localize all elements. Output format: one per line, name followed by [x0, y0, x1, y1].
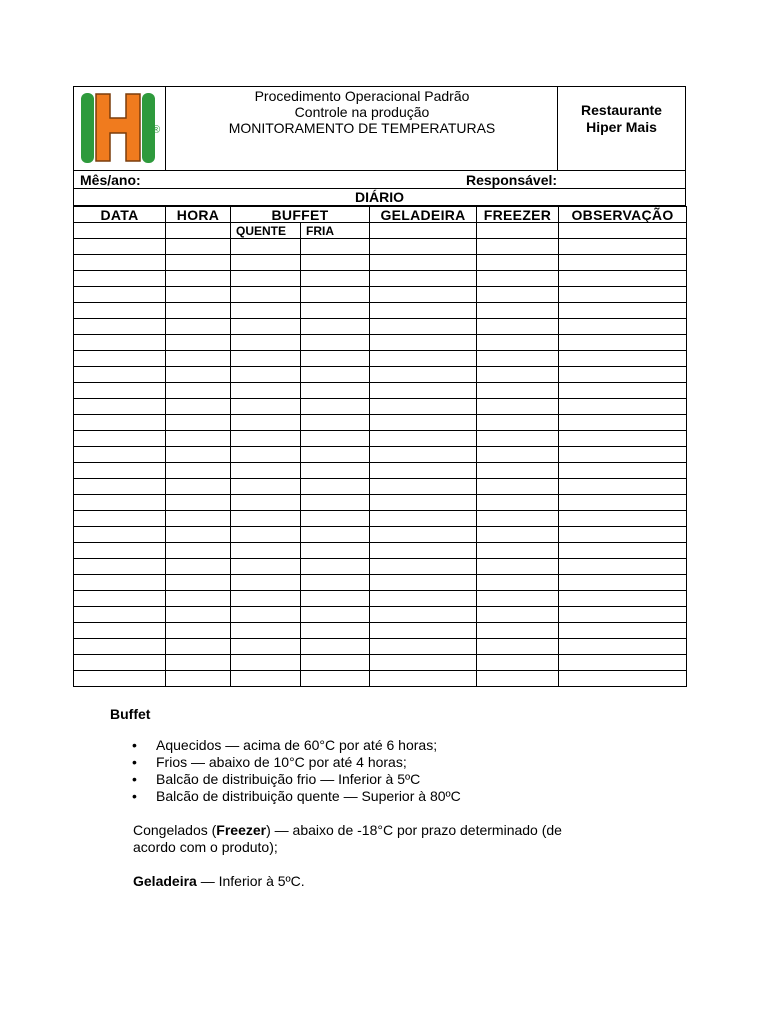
- table-cell[interactable]: [231, 287, 301, 303]
- table-cell[interactable]: [477, 415, 559, 431]
- table-cell[interactable]: [477, 367, 559, 383]
- table-row: [74, 527, 687, 543]
- bullet-icon: •: [132, 737, 137, 753]
- table-cell[interactable]: [559, 431, 687, 447]
- restaurant-cell: [557, 87, 685, 170]
- table-cell[interactable]: [301, 447, 370, 463]
- table-cell[interactable]: [166, 607, 231, 623]
- table-cell[interactable]: [477, 511, 559, 527]
- table-cell[interactable]: [231, 239, 301, 255]
- table-cell[interactable]: [231, 271, 301, 287]
- table-cell[interactable]: [74, 383, 166, 399]
- table-row: [74, 335, 687, 351]
- table-cell[interactable]: [231, 527, 301, 543]
- table-cell[interactable]: [231, 431, 301, 447]
- table-cell[interactable]: [166, 399, 231, 415]
- table-cell[interactable]: [166, 351, 231, 367]
- table-cell[interactable]: [301, 479, 370, 495]
- table-cell[interactable]: [74, 351, 166, 367]
- table-cell[interactable]: [301, 255, 370, 271]
- table-cell[interactable]: [370, 271, 477, 287]
- table-cell[interactable]: [166, 239, 231, 255]
- table-row: [74, 607, 687, 623]
- table-cell[interactable]: [559, 271, 687, 287]
- fridge-bold: Geladeira: [133, 873, 197, 889]
- col-geladeira: GELADEIRA: [370, 207, 477, 223]
- table-cell[interactable]: [477, 239, 559, 255]
- table-cell[interactable]: [166, 415, 231, 431]
- sub-empty: [559, 223, 687, 239]
- table-cell[interactable]: [166, 255, 231, 271]
- table-row: [74, 639, 687, 655]
- table-cell[interactable]: [74, 479, 166, 495]
- title-cell: [166, 87, 558, 170]
- table-subheader-row: [74, 223, 687, 239]
- table-cell[interactable]: [74, 655, 166, 671]
- table-cell[interactable]: [166, 511, 231, 527]
- table-cell[interactable]: [559, 351, 687, 367]
- table-cell[interactable]: [559, 415, 687, 431]
- table-cell[interactable]: [166, 655, 231, 671]
- table-row: [74, 623, 687, 639]
- table-cell[interactable]: [559, 255, 687, 271]
- table-cell[interactable]: [477, 255, 559, 271]
- table-cell[interactable]: [166, 303, 231, 319]
- hiper-mais-logo: [80, 87, 166, 170]
- table-cell[interactable]: [301, 303, 370, 319]
- table-cell[interactable]: [231, 367, 301, 383]
- table-cell[interactable]: [301, 367, 370, 383]
- table-cell[interactable]: [477, 671, 559, 687]
- frozen-paragraph: [110, 822, 670, 856]
- table-cell[interactable]: [74, 415, 166, 431]
- table-row: [74, 543, 687, 559]
- table-cell[interactable]: [301, 415, 370, 431]
- table-cell[interactable]: [166, 447, 231, 463]
- table-cell[interactable]: [559, 319, 687, 335]
- table-cell[interactable]: [74, 463, 166, 479]
- table-cell[interactable]: [559, 447, 687, 463]
- notes-bullet-list: [110, 737, 670, 805]
- table-cell[interactable]: [74, 335, 166, 351]
- table-cell[interactable]: [370, 479, 477, 495]
- table-row: [74, 399, 687, 415]
- restaurant-line-1: Restaurante: [581, 102, 662, 118]
- table-cell[interactable]: [370, 591, 477, 607]
- table-row: [74, 447, 687, 463]
- sub-empty: [370, 223, 477, 239]
- table-cell[interactable]: [231, 511, 301, 527]
- table-cell[interactable]: [370, 495, 477, 511]
- bullet-icon: •: [132, 754, 137, 770]
- table-cell[interactable]: [166, 591, 231, 607]
- table-cell[interactable]: [301, 383, 370, 399]
- temperature-table: [73, 206, 687, 687]
- table-cell[interactable]: [477, 351, 559, 367]
- table-cell[interactable]: [559, 543, 687, 559]
- table-cell[interactable]: [301, 639, 370, 655]
- table-cell[interactable]: [559, 655, 687, 671]
- table-cell[interactable]: [231, 447, 301, 463]
- table-cell[interactable]: [166, 479, 231, 495]
- bullet-icon: •: [132, 788, 137, 804]
- table-cell[interactable]: [74, 239, 166, 255]
- table-cell[interactable]: [74, 399, 166, 415]
- table-cell[interactable]: [74, 303, 166, 319]
- table-cell[interactable]: [231, 623, 301, 639]
- table-cell[interactable]: [166, 463, 231, 479]
- bullet-text: Balcão de distribuição frio — Inferior à 5ºC: [156, 771, 421, 787]
- table-cell[interactable]: [370, 511, 477, 527]
- restaurant-line-2: Hiper Mais: [586, 119, 657, 135]
- table-cell[interactable]: [74, 671, 166, 687]
- table-row: [74, 319, 687, 335]
- table-cell[interactable]: [477, 575, 559, 591]
- table-cell[interactable]: [477, 655, 559, 671]
- table-cell[interactable]: [301, 527, 370, 543]
- table-cell[interactable]: [301, 591, 370, 607]
- table-cell[interactable]: [301, 559, 370, 575]
- bullet-text: Balcão de distribuição quente — Superior à 80ºC: [156, 788, 461, 804]
- title-line-2: Controle na produção: [294, 104, 430, 120]
- col-freezer: FREEZER: [477, 207, 559, 223]
- table-cell[interactable]: [477, 527, 559, 543]
- table-cell[interactable]: [370, 607, 477, 623]
- table-cell[interactable]: [370, 527, 477, 543]
- table-cell[interactable]: [477, 591, 559, 607]
- bullet-text: Frios — abaixo de 10°C por até 4 horas;: [156, 754, 407, 770]
- frozen-rest: ) — abaixo de -18°C por prazo determinado (de: [266, 822, 562, 838]
- table-cell[interactable]: [301, 319, 370, 335]
- table-cell[interactable]: [301, 495, 370, 511]
- sub-empty: [477, 223, 559, 239]
- table-cell[interactable]: [301, 607, 370, 623]
- table-cell[interactable]: [166, 495, 231, 511]
- table-cell[interactable]: [477, 495, 559, 511]
- table-cell[interactable]: [166, 671, 231, 687]
- table-header-row: [74, 207, 687, 223]
- list-item: [110, 754, 670, 771]
- table-cell[interactable]: [477, 463, 559, 479]
- table-cell[interactable]: [301, 463, 370, 479]
- table-cell[interactable]: [74, 607, 166, 623]
- table-cell[interactable]: [231, 639, 301, 655]
- table-cell[interactable]: [301, 655, 370, 671]
- table-cell[interactable]: [370, 255, 477, 271]
- table-cell[interactable]: [559, 463, 687, 479]
- fridge-paragraph: [110, 873, 670, 890]
- logo-h-shape: [96, 94, 140, 161]
- table-cell[interactable]: [559, 511, 687, 527]
- frozen-prefix: Congelados (: [133, 822, 217, 838]
- table-cell[interactable]: [477, 639, 559, 655]
- fridge-rest: — Inferior à 5ºC.: [196, 873, 305, 889]
- table-cell[interactable]: [559, 623, 687, 639]
- sub-fria: FRIA: [301, 223, 370, 239]
- table-cell[interactable]: [477, 271, 559, 287]
- table-cell[interactable]: [370, 383, 477, 399]
- table-cell[interactable]: [370, 543, 477, 559]
- table-cell[interactable]: [559, 671, 687, 687]
- table-row: [74, 479, 687, 495]
- table-cell[interactable]: [477, 335, 559, 351]
- table-cell[interactable]: [477, 623, 559, 639]
- col-data: DATA: [74, 207, 166, 223]
- table-cell[interactable]: [301, 239, 370, 255]
- table-cell[interactable]: [559, 367, 687, 383]
- table-cell[interactable]: [74, 543, 166, 559]
- table-cell[interactable]: [370, 399, 477, 415]
- table-cell[interactable]: [370, 351, 477, 367]
- table-cell[interactable]: [370, 639, 477, 655]
- table-cell[interactable]: [370, 319, 477, 335]
- table-body: [74, 239, 687, 687]
- logo-registered: ®: [152, 124, 161, 136]
- table-cell[interactable]: [301, 335, 370, 351]
- table-cell[interactable]: [559, 239, 687, 255]
- table-cell[interactable]: [231, 351, 301, 367]
- table-cell[interactable]: [166, 575, 231, 591]
- logo-cell: [74, 87, 166, 170]
- title-line-3: MONITORAMENTO DE TEMPERATURAS: [228, 120, 496, 136]
- table-cell[interactable]: [370, 623, 477, 639]
- table-cell[interactable]: [166, 543, 231, 559]
- table-row: [74, 351, 687, 367]
- table-cell[interactable]: [231, 575, 301, 591]
- table-cell[interactable]: [301, 511, 370, 527]
- table-cell[interactable]: [559, 479, 687, 495]
- table-cell[interactable]: [74, 559, 166, 575]
- table-cell[interactable]: [166, 319, 231, 335]
- table-cell[interactable]: [559, 399, 687, 415]
- table-cell[interactable]: [477, 383, 559, 399]
- table-cell[interactable]: [166, 639, 231, 655]
- table-cell[interactable]: [370, 559, 477, 575]
- table-cell[interactable]: [559, 495, 687, 511]
- table-row: [74, 303, 687, 319]
- table-cell[interactable]: [301, 431, 370, 447]
- table-cell[interactable]: [166, 431, 231, 447]
- table-cell[interactable]: [74, 527, 166, 543]
- table-cell[interactable]: [559, 607, 687, 623]
- table-row: [74, 431, 687, 447]
- table-cell[interactable]: [231, 671, 301, 687]
- table-cell[interactable]: [370, 655, 477, 671]
- table-cell[interactable]: [231, 655, 301, 671]
- table-cell[interactable]: [74, 639, 166, 655]
- table-cell[interactable]: [477, 447, 559, 463]
- table-cell[interactable]: [74, 431, 166, 447]
- table-cell[interactable]: [301, 543, 370, 559]
- table-cell[interactable]: [74, 511, 166, 527]
- list-item: [110, 771, 670, 788]
- table-cell[interactable]: [477, 319, 559, 335]
- table-cell[interactable]: [301, 287, 370, 303]
- table-cell[interactable]: [231, 463, 301, 479]
- table-cell[interactable]: [370, 431, 477, 447]
- table-cell[interactable]: [477, 399, 559, 415]
- table-cell[interactable]: [166, 335, 231, 351]
- table-row: [74, 367, 687, 383]
- table-cell[interactable]: [370, 287, 477, 303]
- sub-empty: [166, 223, 231, 239]
- table-cell[interactable]: [231, 415, 301, 431]
- sub-quente: QUENTE: [231, 223, 301, 239]
- table-cell[interactable]: [301, 575, 370, 591]
- table-cell[interactable]: [166, 623, 231, 639]
- table-row: [74, 575, 687, 591]
- table-cell[interactable]: [231, 383, 301, 399]
- bullet-text: Aquecidos — acima de 60°C por até 6 horas;: [156, 737, 438, 753]
- table-row: [74, 287, 687, 303]
- table-row: [74, 463, 687, 479]
- table-cell[interactable]: [477, 431, 559, 447]
- table-cell[interactable]: [370, 671, 477, 687]
- table-row: [74, 255, 687, 271]
- table-cell[interactable]: [74, 447, 166, 463]
- table-row: [74, 383, 687, 399]
- table-cell[interactable]: [301, 399, 370, 415]
- table-cell[interactable]: [231, 303, 301, 319]
- col-hora: HORA: [166, 207, 231, 223]
- table-cell[interactable]: [231, 399, 301, 415]
- table-cell[interactable]: [370, 415, 477, 431]
- title-line-1: Procedimento Operacional Padrão: [254, 88, 470, 104]
- table-cell[interactable]: [231, 543, 301, 559]
- table-cell[interactable]: [231, 255, 301, 271]
- table-cell[interactable]: [231, 495, 301, 511]
- header-block: [73, 86, 686, 171]
- table-cell[interactable]: [301, 671, 370, 687]
- table-cell[interactable]: [231, 591, 301, 607]
- table-cell[interactable]: [301, 623, 370, 639]
- table-cell[interactable]: [166, 287, 231, 303]
- daily-heading: DIÁRIO: [73, 189, 686, 206]
- table-cell[interactable]: [370, 447, 477, 463]
- table-cell[interactable]: [301, 271, 370, 287]
- responsible-label: Responsável:: [466, 172, 558, 188]
- table-cell[interactable]: [231, 559, 301, 575]
- table-row: [74, 671, 687, 687]
- table-cell[interactable]: [559, 287, 687, 303]
- table-row: [74, 559, 687, 575]
- table-cell[interactable]: [559, 383, 687, 399]
- table-cell[interactable]: [559, 591, 687, 607]
- table-cell[interactable]: [370, 303, 477, 319]
- sub-empty: [74, 223, 166, 239]
- table-row: [74, 511, 687, 527]
- table-row: [74, 655, 687, 671]
- frozen-line-2: acordo com o produto);: [133, 839, 278, 855]
- table-cell[interactable]: [477, 303, 559, 319]
- table-row: [74, 271, 687, 287]
- table-cell[interactable]: [370, 463, 477, 479]
- table-cell[interactable]: [74, 591, 166, 607]
- table-cell[interactable]: [74, 271, 166, 287]
- table-cell[interactable]: [301, 351, 370, 367]
- month-responsible-row: [73, 171, 686, 189]
- table-cell[interactable]: [74, 287, 166, 303]
- table-cell[interactable]: [74, 623, 166, 639]
- list-item: [110, 737, 670, 754]
- col-buffet: BUFFET: [231, 207, 370, 223]
- table-cell[interactable]: [74, 319, 166, 335]
- table-cell[interactable]: [559, 335, 687, 351]
- month-year-label: Mês/ano:: [80, 172, 141, 188]
- table-cell[interactable]: [477, 559, 559, 575]
- table-cell[interactable]: [231, 335, 301, 351]
- table-cell[interactable]: [370, 335, 477, 351]
- table-cell[interactable]: [559, 559, 687, 575]
- list-item: [110, 788, 670, 805]
- table-cell[interactable]: [559, 303, 687, 319]
- notes-title: Buffet: [110, 706, 151, 722]
- table-cell[interactable]: [477, 479, 559, 495]
- table-cell[interactable]: [74, 255, 166, 271]
- table-cell[interactable]: [370, 239, 477, 255]
- table-cell[interactable]: [74, 575, 166, 591]
- table-row: [74, 591, 687, 607]
- table-cell[interactable]: [166, 527, 231, 543]
- table-cell[interactable]: [74, 495, 166, 511]
- table-cell[interactable]: [166, 271, 231, 287]
- table-cell[interactable]: [166, 559, 231, 575]
- table-cell[interactable]: [370, 367, 477, 383]
- notes-section: [110, 706, 670, 890]
- table-cell[interactable]: [559, 527, 687, 543]
- table-cell[interactable]: [477, 543, 559, 559]
- table-cell[interactable]: [477, 287, 559, 303]
- frozen-bold: Freezer: [216, 822, 267, 838]
- table-cell[interactable]: [559, 639, 687, 655]
- table-row: [74, 415, 687, 431]
- logo-green-left: [81, 93, 94, 163]
- table-cell[interactable]: [74, 367, 166, 383]
- table-cell[interactable]: [231, 479, 301, 495]
- table-cell[interactable]: [166, 367, 231, 383]
- table-cell[interactable]: [231, 607, 301, 623]
- table-row: [74, 239, 687, 255]
- bullet-icon: •: [132, 771, 137, 787]
- table-cell[interactable]: [370, 575, 477, 591]
- table-cell[interactable]: [559, 575, 687, 591]
- table-row: [74, 495, 687, 511]
- table-cell[interactable]: [231, 319, 301, 335]
- table-cell[interactable]: [477, 607, 559, 623]
- col-observacao: OBSERVAÇÃO: [559, 207, 687, 223]
- table-cell[interactable]: [166, 383, 231, 399]
